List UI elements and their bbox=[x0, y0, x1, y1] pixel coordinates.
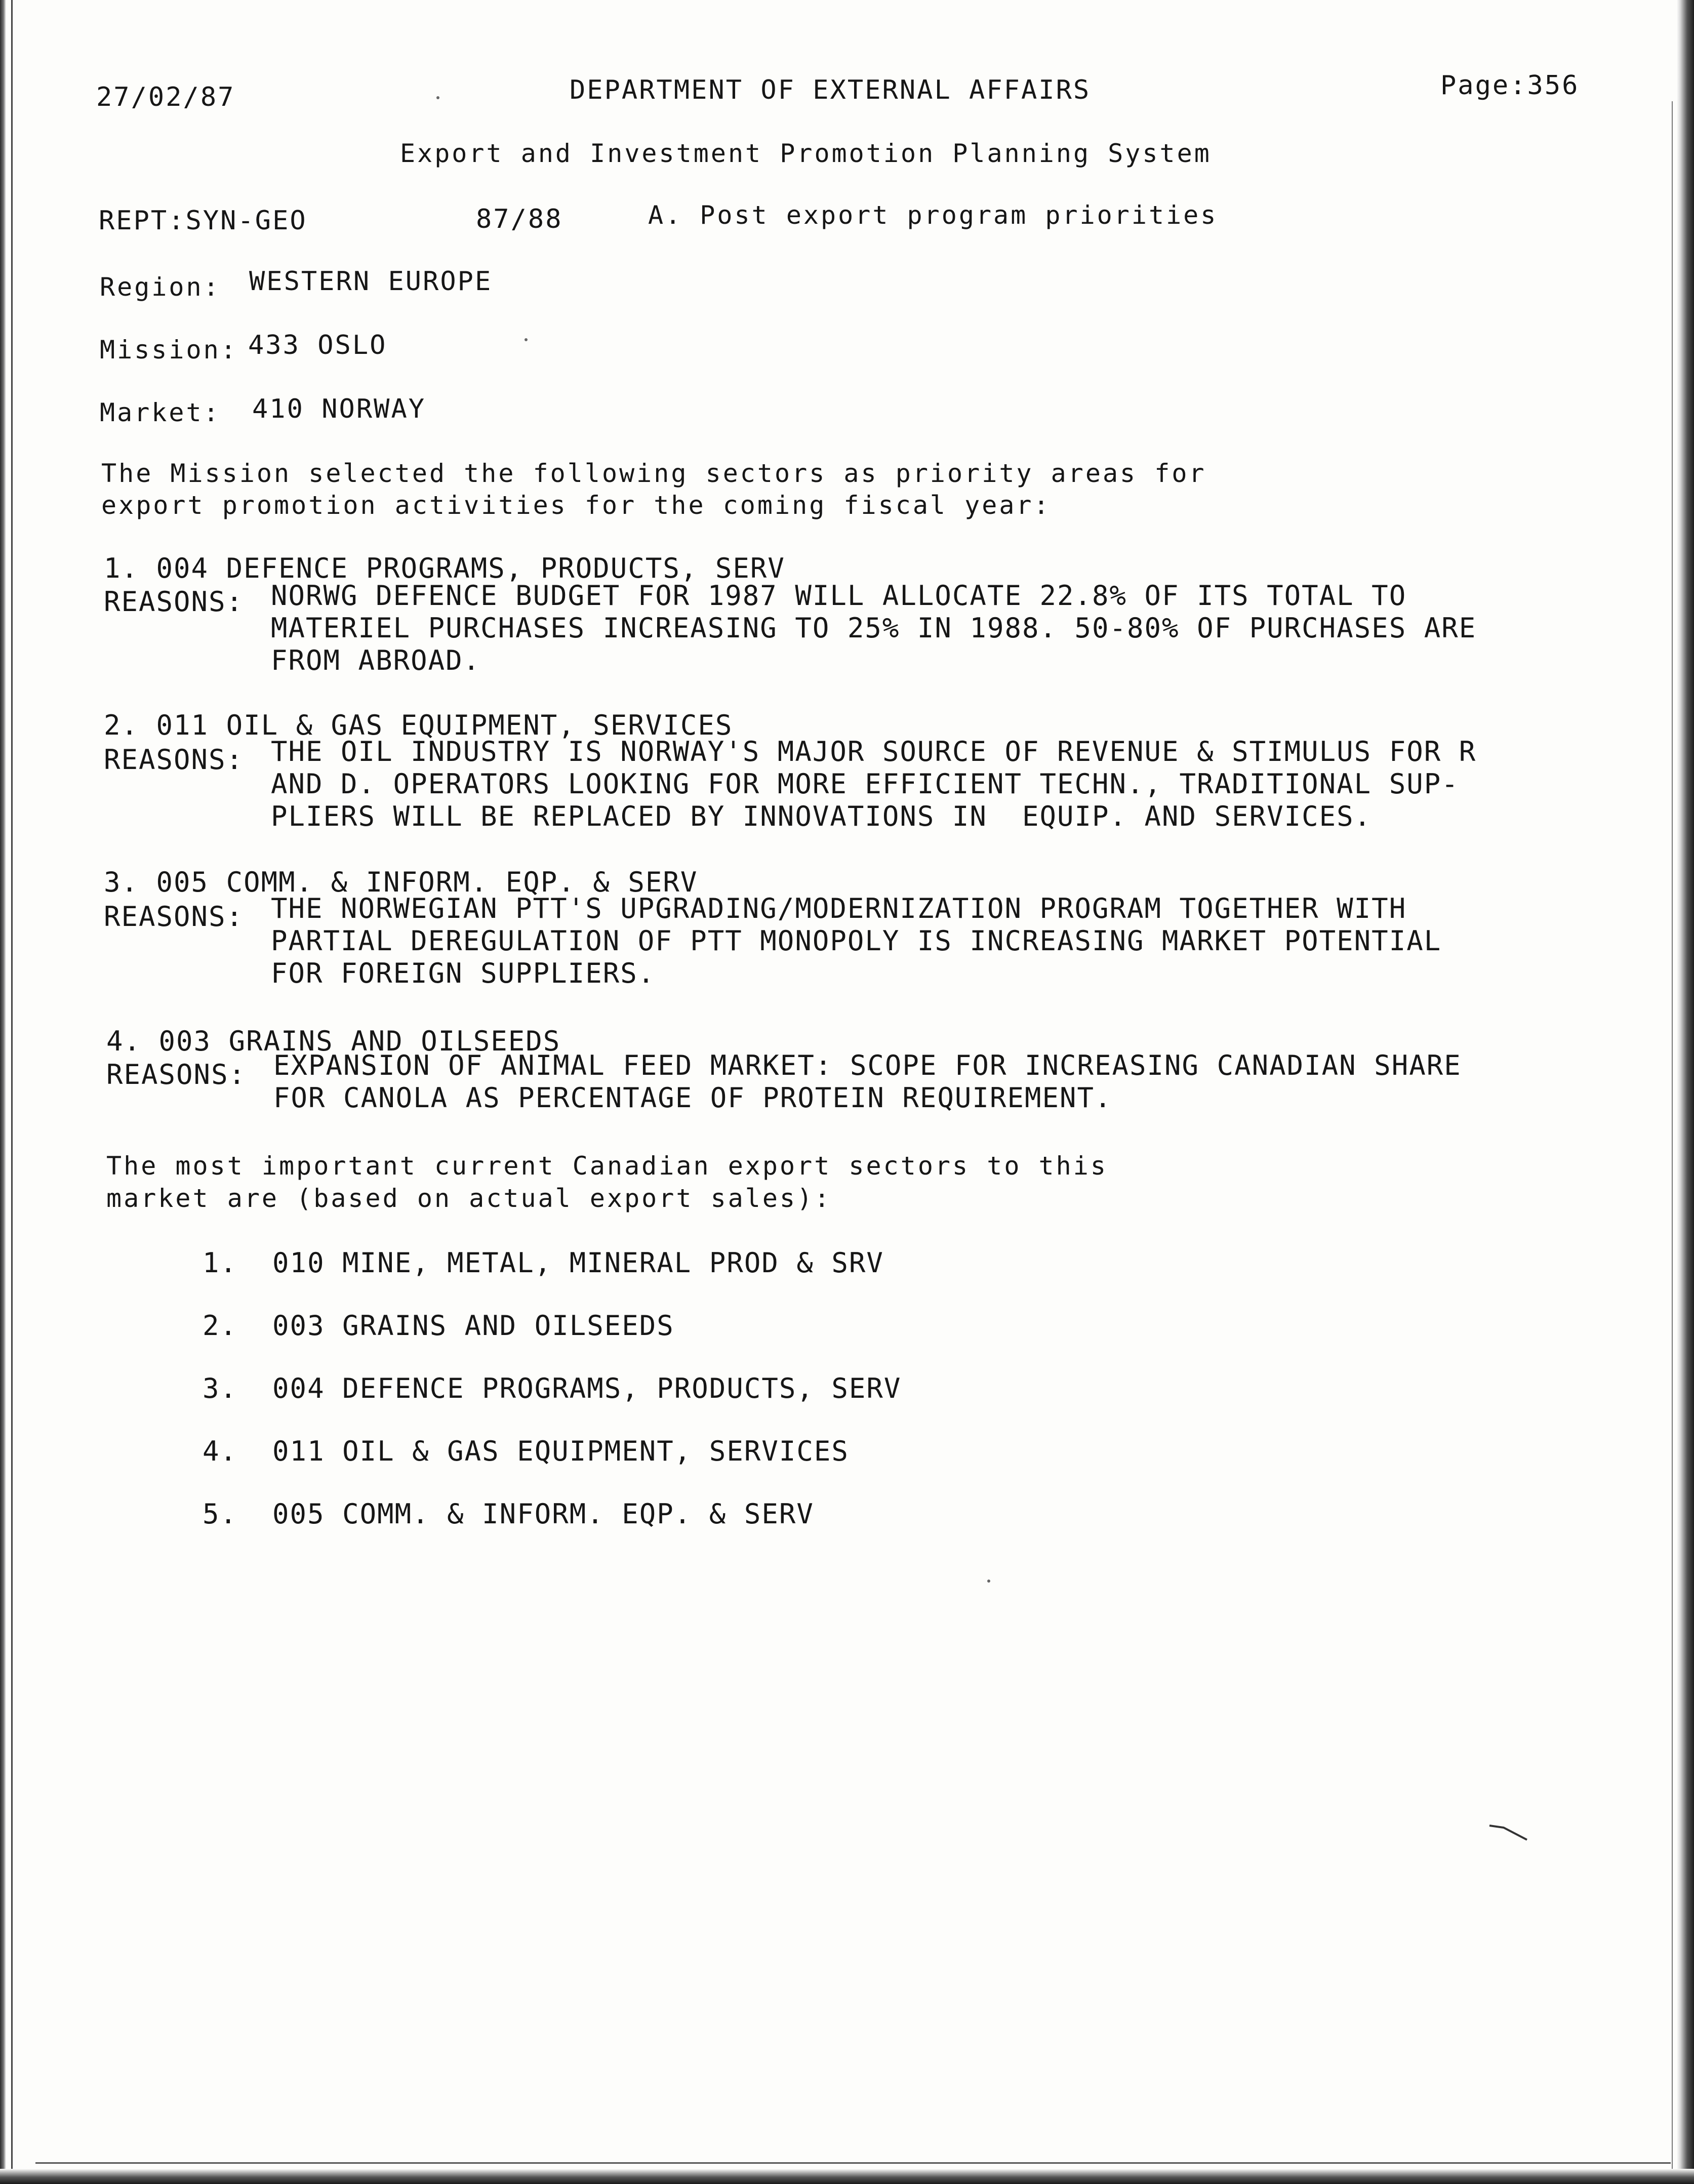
page-number: Page:356 bbox=[1440, 70, 1580, 101]
mission-label: Mission: bbox=[100, 335, 238, 365]
current-sector-item: 4. 011 OIL & GAS EQUIPMENT, SERVICES bbox=[203, 1435, 849, 1467]
priority-reason-line: MATERIEL PURCHASES INCREASING TO 25% IN 1988. 50-80% OF PURCHASES ARE bbox=[271, 612, 1477, 644]
scan-left-edge bbox=[0, 0, 6, 2184]
scan-speck bbox=[525, 338, 528, 341]
priority-item-title: 4. 003 GRAINS AND OILSEEDS bbox=[106, 1025, 561, 1057]
priority-item-title: 3. 005 COMM. & INFORM. EQP. & SERV bbox=[104, 866, 698, 898]
current-sector-item: 3. 004 DEFENCE PROGRAMS, PRODUCTS, SERV bbox=[203, 1372, 902, 1404]
scan-bottom-line bbox=[35, 2162, 1671, 2164]
priorities-intro-line: The Mission selected the following sectors as priority areas for bbox=[101, 459, 1206, 488]
priorities-intro-line: export promotion activities for the coming fiscal year: bbox=[101, 491, 1051, 520]
current-sector-item: 1. 010 MINE, METAL, MINERAL PROD & SRV bbox=[203, 1247, 884, 1279]
priority-reason-line: PLIERS WILL BE REPLACED BY INNOVATIONS IN EQUIP. AND SERVICES. bbox=[271, 800, 1372, 832]
scan-right-edge bbox=[1677, 0, 1694, 2184]
priority-reason-line: THE NORWEGIAN PTT'S UPGRADING/MODERNIZATION PROGRAM TOGETHER WITH bbox=[271, 893, 1407, 924]
priority-reason-line: NORWG DEFENCE BUDGET FOR 1987 WILL ALLOCATE 22.8% OF ITS TOTAL TO bbox=[271, 580, 1407, 612]
current-sectors-intro-line: The most important current Canadian export sectors to this bbox=[106, 1151, 1108, 1181]
scan-bottom-edge bbox=[0, 2169, 1694, 2184]
reasons-label: REASONS: bbox=[106, 1059, 247, 1090]
priority-item-title: 2. 011 OIL & GAS EQUIPMENT, SERVICES bbox=[104, 709, 733, 741]
report-section: A. Post export program priorities bbox=[648, 200, 1218, 230]
market-value: 410 NORWAY bbox=[252, 394, 426, 424]
current-sector-item: 5. 005 COMM. & INFORM. EQP. & SERV bbox=[203, 1498, 814, 1530]
priority-reason-line: FOR CANOLA AS PERCENTAGE OF PROTEIN REQUIREMENT. bbox=[273, 1082, 1112, 1114]
priority-reason-line: THE OIL INDUSTRY IS NORWAY'S MAJOR SOURCE OF REVENUE & STIMULUS FOR R bbox=[271, 736, 1477, 767]
region-label: Region: bbox=[100, 272, 221, 302]
region-value: WESTERN EUROPE bbox=[249, 266, 493, 297]
department-title: DEPARTMENT OF EXTERNAL AFFAIRS bbox=[570, 75, 1091, 105]
mission-value: 433 OSLO bbox=[248, 330, 387, 360]
priority-reason-line: FOR FOREIGN SUPPLIERS. bbox=[271, 957, 656, 989]
reasons-label: REASONS: bbox=[104, 901, 244, 933]
current-sector-item: 2. 003 GRAINS AND OILSEEDS bbox=[203, 1310, 674, 1342]
priority-reason-line: AND D. OPERATORS LOOKING FOR MORE EFFICIENT TECHN., TRADITIONAL SUP- bbox=[271, 768, 1459, 800]
market-label: Market: bbox=[100, 398, 221, 427]
system-title: Export and Investment Promotion Planning System bbox=[400, 139, 1212, 168]
reasons-label: REASONS: bbox=[104, 586, 244, 618]
priority-reason-line: EXPANSION OF ANIMAL FEED MARKET: SCOPE FOR INCREASING CANADIAN SHARE bbox=[273, 1049, 1462, 1081]
scan-speck bbox=[436, 96, 439, 99]
report-code: REPT:SYN-GEO bbox=[99, 206, 307, 236]
priority-reason-line: FROM ABROAD. bbox=[271, 644, 481, 676]
scan-right-line bbox=[1672, 101, 1673, 2184]
reasons-label: REASONS: bbox=[104, 744, 244, 776]
fiscal-year: 87/88 bbox=[476, 204, 563, 234]
scan-left-line bbox=[11, 0, 13, 2184]
priority-reason-line: PARTIAL DEREGULATION OF PTT MONOPOLY IS INCREASING MARKET POTENTIAL bbox=[271, 925, 1442, 957]
scan-speck bbox=[987, 1580, 990, 1583]
priority-item-title: 1. 004 DEFENCE PROGRAMS, PRODUCTS, SERV bbox=[104, 552, 785, 584]
current-sectors-intro-line: market are (based on actual export sales): bbox=[106, 1184, 832, 1213]
report-date: 27/02/87 bbox=[96, 82, 235, 112]
pen-mark bbox=[1488, 1823, 1529, 1843]
